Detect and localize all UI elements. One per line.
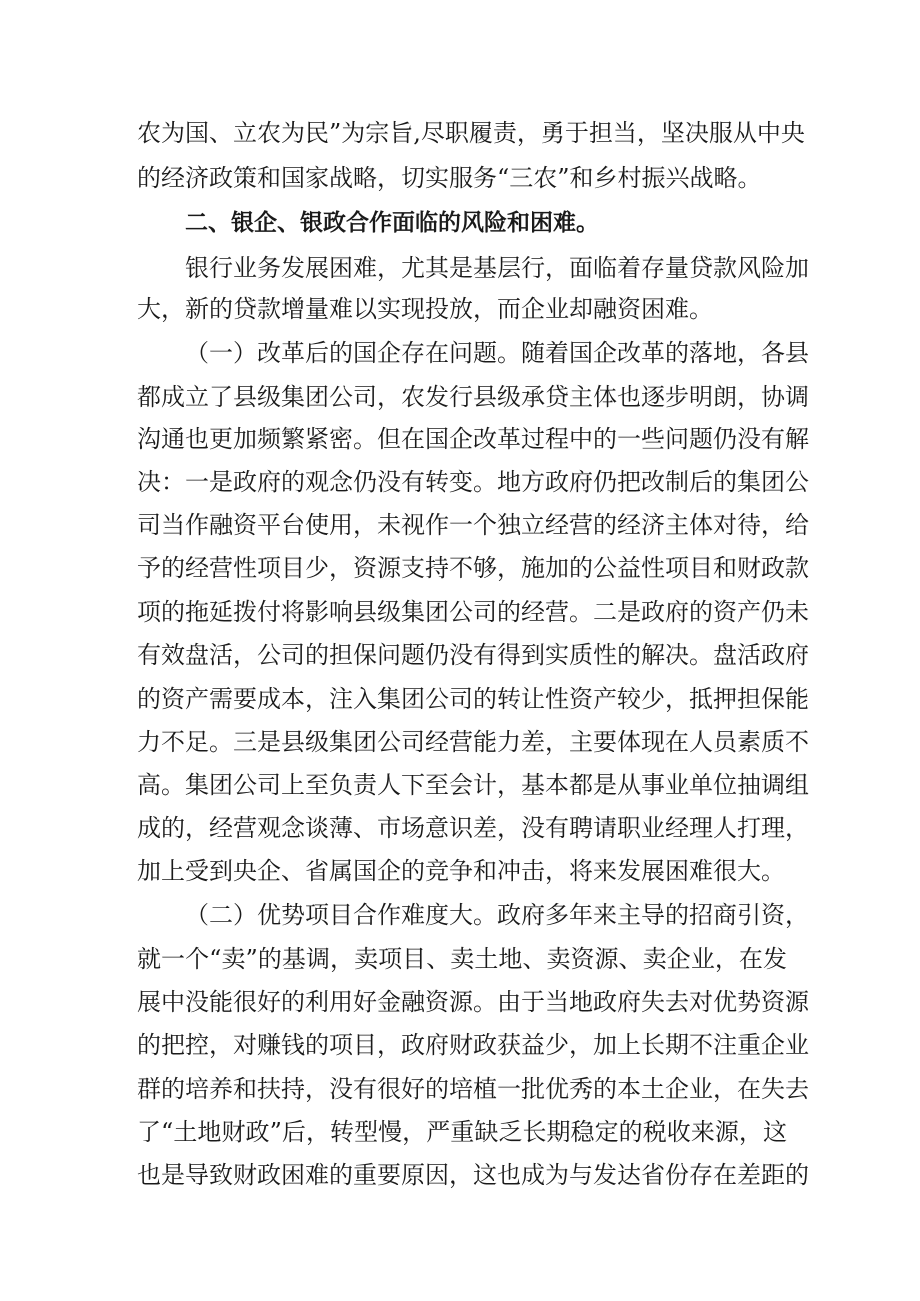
text-line: 成的，经营观念谈薄、市场意识差，没有聘请职业经理人打理， bbox=[137, 814, 809, 842]
text-line: 沟通也更加频繁紧密。但在国企改革过程中的一些问题仍没有解 bbox=[137, 425, 809, 453]
text-line: 银行业务发展困难，尤其是基层行，面临着存量贷款风险加 bbox=[185, 254, 809, 282]
text-line: 高。集团公司上至负责人下至会计，基本都是从事业单位抽调组 bbox=[137, 771, 809, 799]
text-line: 司当作融资平台使用，未视作一个独立经营的经济主体对待，给 bbox=[137, 511, 809, 539]
text-line: 也是导致财政困难的重要原因，这也成为与发达省份存在差距的 bbox=[137, 1161, 809, 1189]
text-line: 农为国、立农为民”为宗旨,尽职履责，勇于担当，坚决服从中央 bbox=[137, 119, 805, 147]
text-line: 了“土地财政”后，转型慢，严重缺乏长期稳定的税收来源，这 bbox=[137, 1118, 787, 1146]
text-line: 有效盘活，公司的担保问题仍没有得到实质性的解决。盘活政府 bbox=[137, 641, 809, 669]
text-line: 的经济政策和国家战略，切实服务“三农”和乡村振兴战略。 bbox=[137, 164, 762, 192]
text-line: 都成立了县级集团公司，农发行县级承贷主体也逐步明朗，协调 bbox=[137, 383, 809, 411]
text-line: 就一个“卖”的基调，卖项目、卖土地、卖资源、卖企业，在发 bbox=[137, 945, 787, 973]
text-line: 的资产需要成本，注入集团公司的转让性资产较少，抵押担保能 bbox=[137, 685, 809, 713]
section-heading: 二、银企、银政合作面临的风险和困难。 bbox=[185, 210, 599, 236]
text-line: 予的经营性项目少，资源支持不够，施加的公益性项目和财政款 bbox=[137, 554, 809, 582]
text-line: 力不足。三是县级集团公司经营能力差，主要体现在人员素质不 bbox=[137, 728, 809, 756]
text-line: 项的拖延拨付将影响县级集团公司的经营。二是政府的资产仍未 bbox=[137, 598, 809, 626]
text-line: 加上受到央企、省属国企的竞争和冲击，将来发展困难很大。 bbox=[137, 857, 785, 885]
text-line: 展中没能很好的利用好金融资源。由于当地政府失去对优势资源 bbox=[137, 988, 809, 1016]
subsection-line: （二）优势项目合作难度大。政府多年来主导的招商引资， bbox=[185, 901, 809, 929]
text-line: 的把控，对赚钱的项目，政府财政获益少，加上长期不注重企业 bbox=[137, 1031, 809, 1059]
text-line: 大，新的贷款增量难以实现投放，而企业却融资困难。 bbox=[137, 295, 713, 323]
text-line: 群的培养和扶持，没有很好的培植一批优秀的本土企业，在失去 bbox=[137, 1075, 809, 1103]
subsection-line: （一）改革后的国企存在问题。随着国企改革的落地，各县 bbox=[185, 339, 809, 367]
text-line: 决：一是政府的观念仍没有转变。地方政府仍把改制后的集团公 bbox=[137, 468, 809, 496]
